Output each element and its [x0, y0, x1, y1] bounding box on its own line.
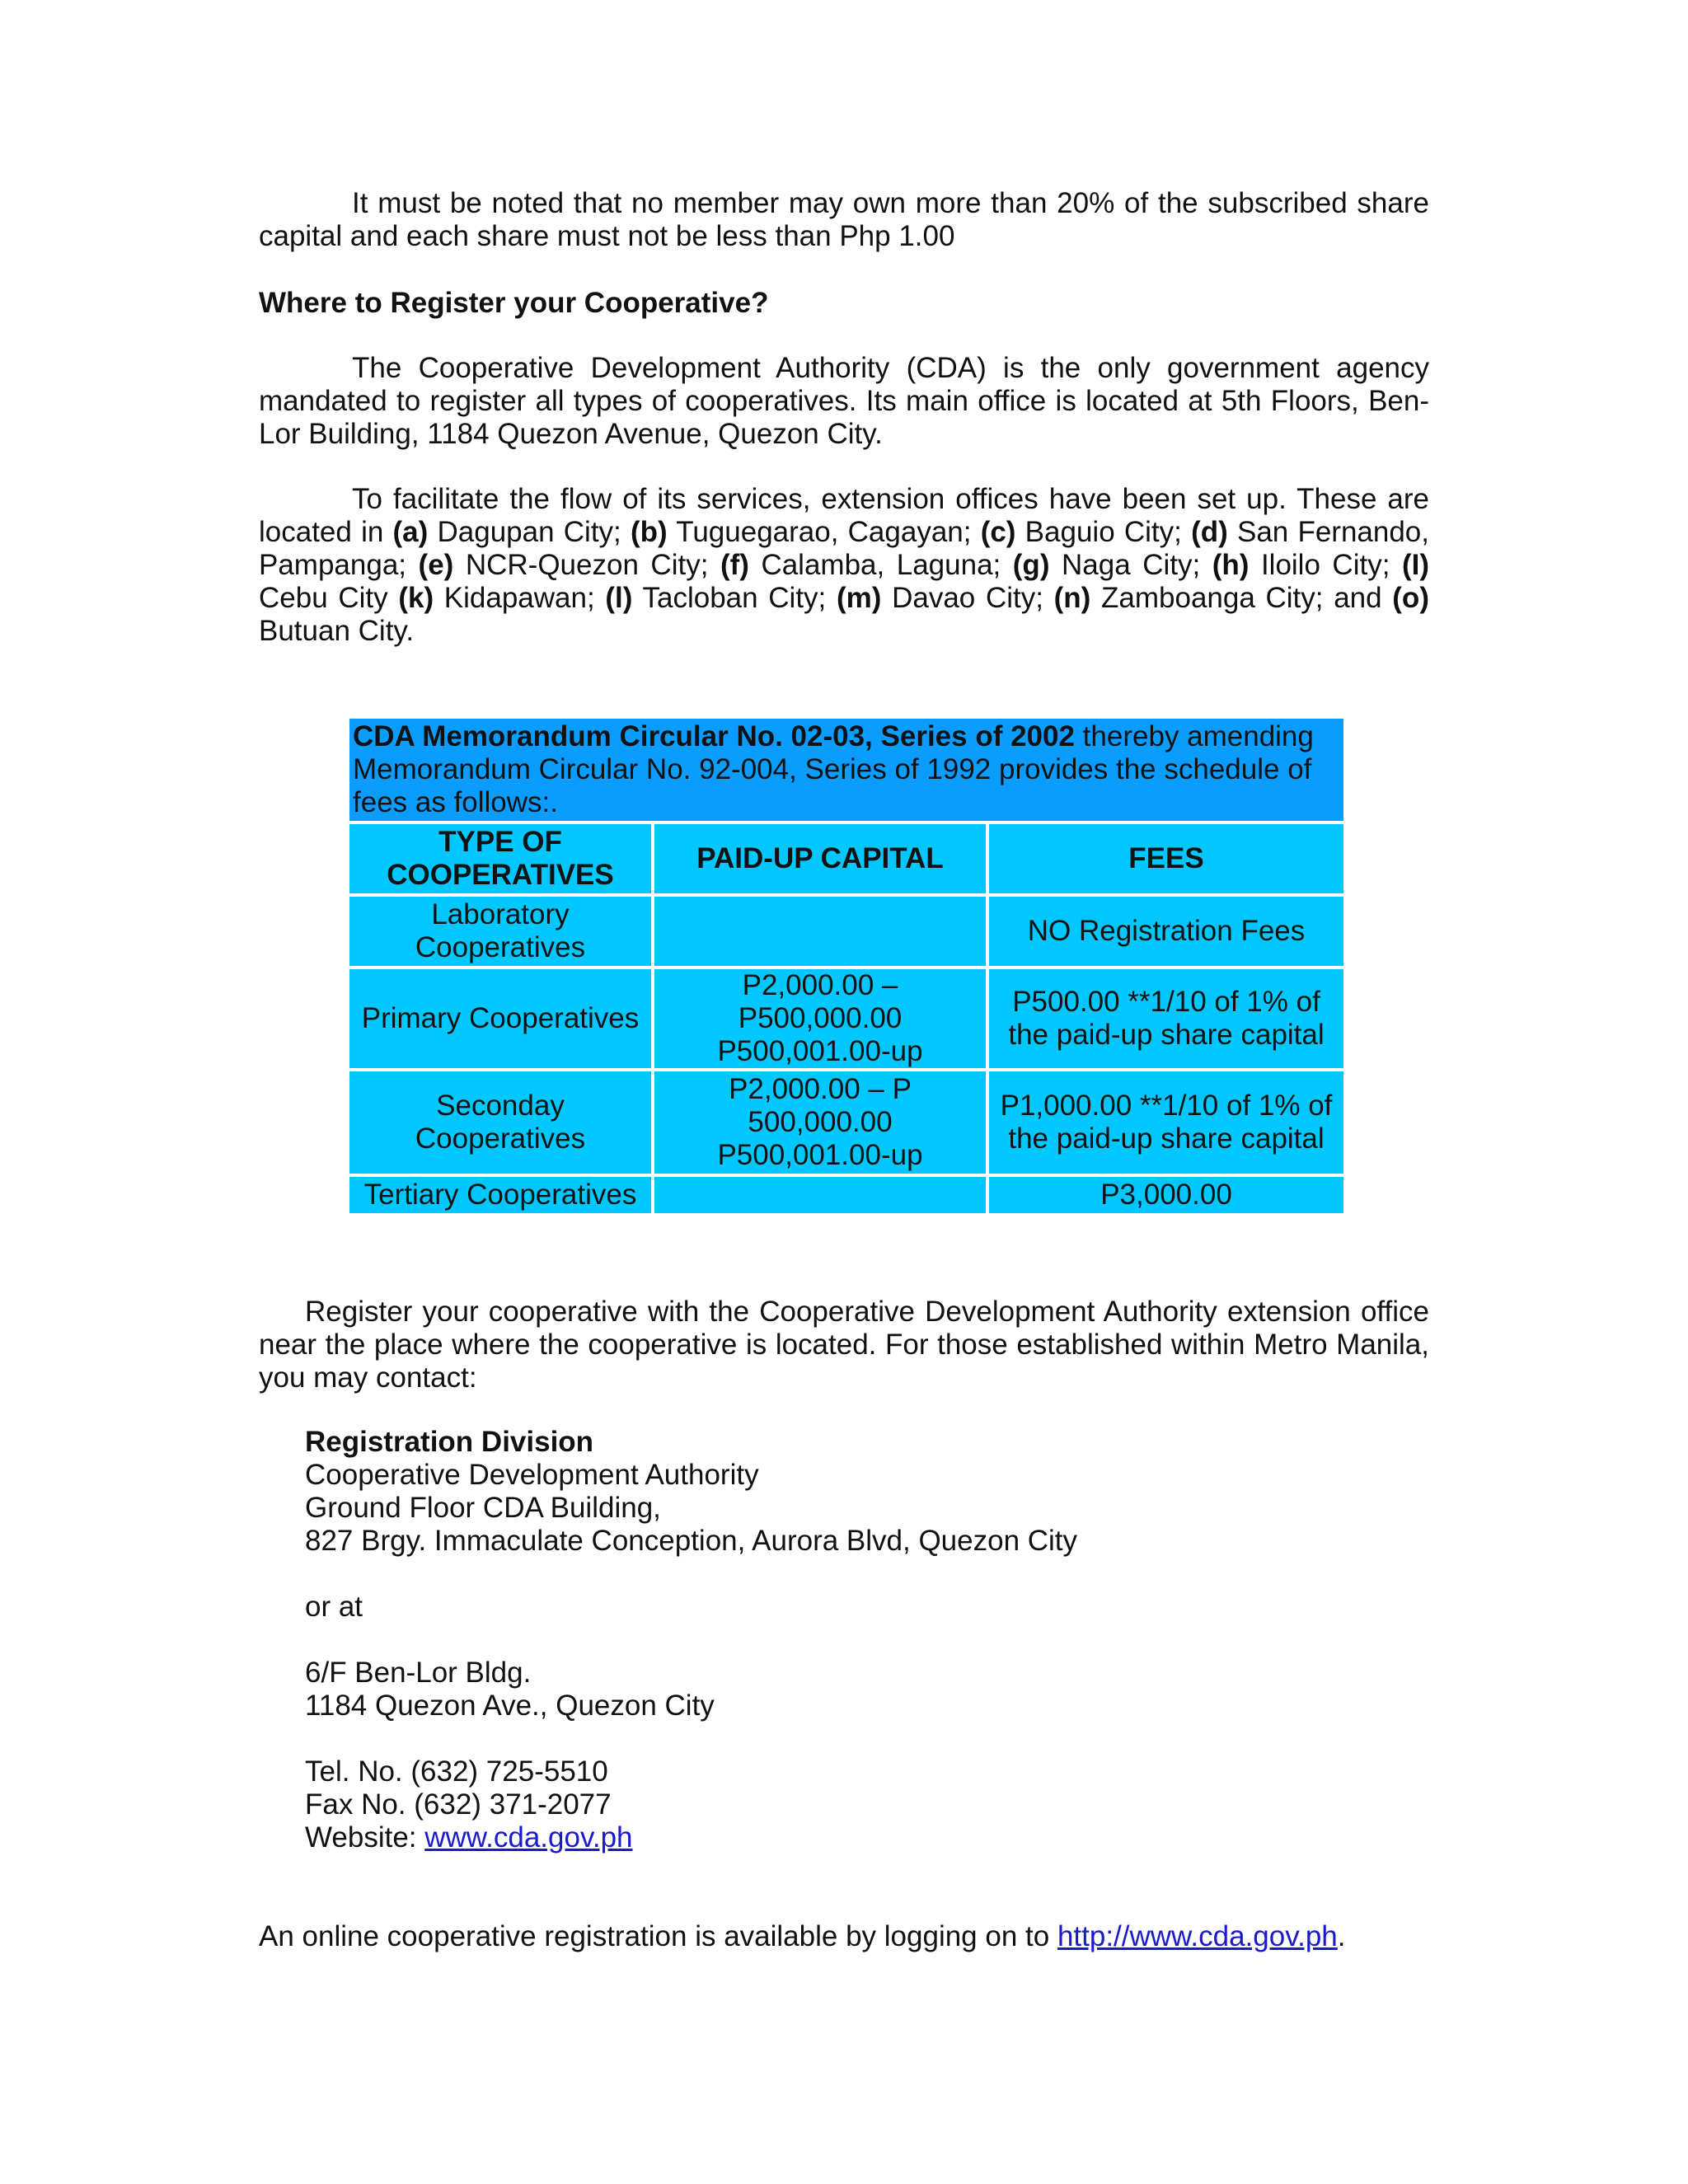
cell-fees: P500.00 **1/10 of 1% of the paid-up share capital: [987, 968, 1345, 1070]
intro-paragraph: It must be noted that no member may own more than 20% of the subscribed share capital and each share must not be less than Php 1.00: [259, 187, 1429, 252]
table-row: [348, 1175, 1345, 1215]
header-type: TYPE OF COOPERATIVES: [348, 823, 653, 895]
cell-type: Primary Cooperatives: [348, 968, 653, 1070]
cell-type: Laboratory Cooperatives: [348, 895, 653, 968]
cell-type: Tertiary Cooperatives: [348, 1175, 653, 1215]
cell-fees: NO Registration Fees: [987, 895, 1345, 968]
extension-offices-lead: To facilitate the flow of its services, extension offices have been set up. These are located in: [259, 483, 1429, 548]
alt-address: 1184 Quezon Ave., Quezon City: [305, 1690, 715, 1722]
office-name: Baguio City;: [1015, 516, 1192, 548]
cell-fees: P3,000.00: [987, 1175, 1345, 1215]
office-name: Dagupan City;: [428, 516, 631, 548]
office-letter: (f): [720, 549, 749, 581]
caption-description: thereby amending Memorandum Circular No. 92-004, Series of 1992 provides the schedule of fees as follows:.: [353, 720, 1314, 818]
office-name: Kidapawan;: [434, 582, 606, 614]
where-to-register-heading: Where to Register your Cooperative?: [259, 287, 769, 319]
office-name: Butuan City.: [259, 615, 415, 647]
cell-capital: P2,000.00 – P 500,000.00 P500,001.00-up: [653, 1070, 987, 1175]
office-letter: (n): [1053, 582, 1091, 614]
office-letter: (k): [398, 582, 434, 614]
office-name: Tacloban City;: [632, 582, 837, 614]
office-letter: (d): [1191, 516, 1228, 548]
office-letter: (I): [1401, 549, 1429, 581]
office-name: Calamba, Laguna;: [748, 549, 1013, 581]
caption-circular-title: CDA Memorandum Circular No. 02-03, Series of 2002: [353, 720, 1075, 752]
online-registration-line: [259, 1920, 1346, 1953]
header-paid-up-capital: PAID-UP CAPITAL: [653, 823, 987, 895]
building-floor: Ground Floor CDA Building,: [305, 1492, 661, 1524]
cell-capital: [653, 1175, 987, 1215]
table-header-row: [348, 823, 1345, 895]
office-letter: (b): [630, 516, 668, 548]
office-name: Zamboanga City; and: [1090, 582, 1393, 614]
cell-type: Seconday Cooperatives: [348, 1070, 653, 1175]
office-name: NCR-Quezon City;: [453, 549, 720, 581]
fees-schedule-table: [346, 715, 1347, 1216]
registration-division-heading: Registration Division: [305, 1426, 594, 1458]
office-letter: (c): [980, 516, 1016, 548]
extension-offices-paragraph: [259, 483, 1429, 648]
cell-fees: P1,000.00 **1/10 of 1% of the paid-up share capital: [987, 1070, 1345, 1175]
cda-paragraph: The Cooperative Development Authority (CDA) is the only government agency mandated to register all types of cooperatives. Its main office is located at 5th Floors, Ben-Lor Building, 1184 Quezon Avenue, Quezon City.: [259, 352, 1429, 450]
office-letter: (o): [1392, 582, 1429, 614]
office-letter: (l): [605, 582, 633, 614]
office-name: Davao City;: [881, 582, 1054, 614]
header-fees: FEES: [987, 823, 1345, 895]
website-line: [305, 1821, 633, 1854]
website-link[interactable]: www.cda.gov.ph: [424, 1821, 633, 1854]
table-row: [348, 895, 1345, 968]
website-label: Website:: [305, 1821, 425, 1854]
online-registration-text: An online cooperative registration is available by logging on to: [259, 1920, 1057, 1952]
alt-building: 6/F Ben-Lor Bldg.: [305, 1657, 532, 1689]
table-row: [348, 968, 1345, 1070]
office-letter: (g): [1012, 549, 1050, 581]
office-name: Iloilo City;: [1249, 549, 1402, 581]
fax-number: Fax No. (632) 371-2077: [305, 1788, 612, 1821]
office-name: Naga City;: [1049, 549, 1212, 581]
office-name: Tuguegarao, Cagayan;: [667, 516, 981, 548]
office-name: Cebu City: [259, 582, 399, 614]
agency-name: Cooperative Development Authority: [305, 1459, 759, 1491]
office-letter: (e): [418, 549, 454, 581]
online-registration-link[interactable]: http://www.cda.gov.ph: [1057, 1920, 1338, 1952]
office-letter: (m): [836, 582, 882, 614]
primary-address: 827 Brgy. Immaculate Conception, Aurora Blvd, Quezon City: [305, 1525, 1078, 1557]
online-registration-end: .: [1337, 1920, 1346, 1952]
table-row: [348, 1070, 1345, 1175]
cell-capital: P2,000.00 – P500,000.00 P500,001.00-up: [653, 968, 987, 1070]
table-caption-row: [348, 717, 1345, 823]
or-at-text: or at: [305, 1591, 363, 1623]
cell-capital: [653, 895, 987, 968]
table-caption: [348, 717, 1345, 823]
office-letter: (h): [1212, 549, 1250, 581]
office-name: San Fernando, Pampanga;: [259, 516, 1429, 581]
register-paragraph: Register your cooperative with the Cooperative Development Authority extension office near the place where the cooperative is located. For those established within Metro Manila, you may contact:: [259, 1296, 1429, 1394]
telephone-number: Tel. No. (632) 725-5510: [305, 1755, 608, 1788]
office-letter: (a): [392, 516, 429, 548]
